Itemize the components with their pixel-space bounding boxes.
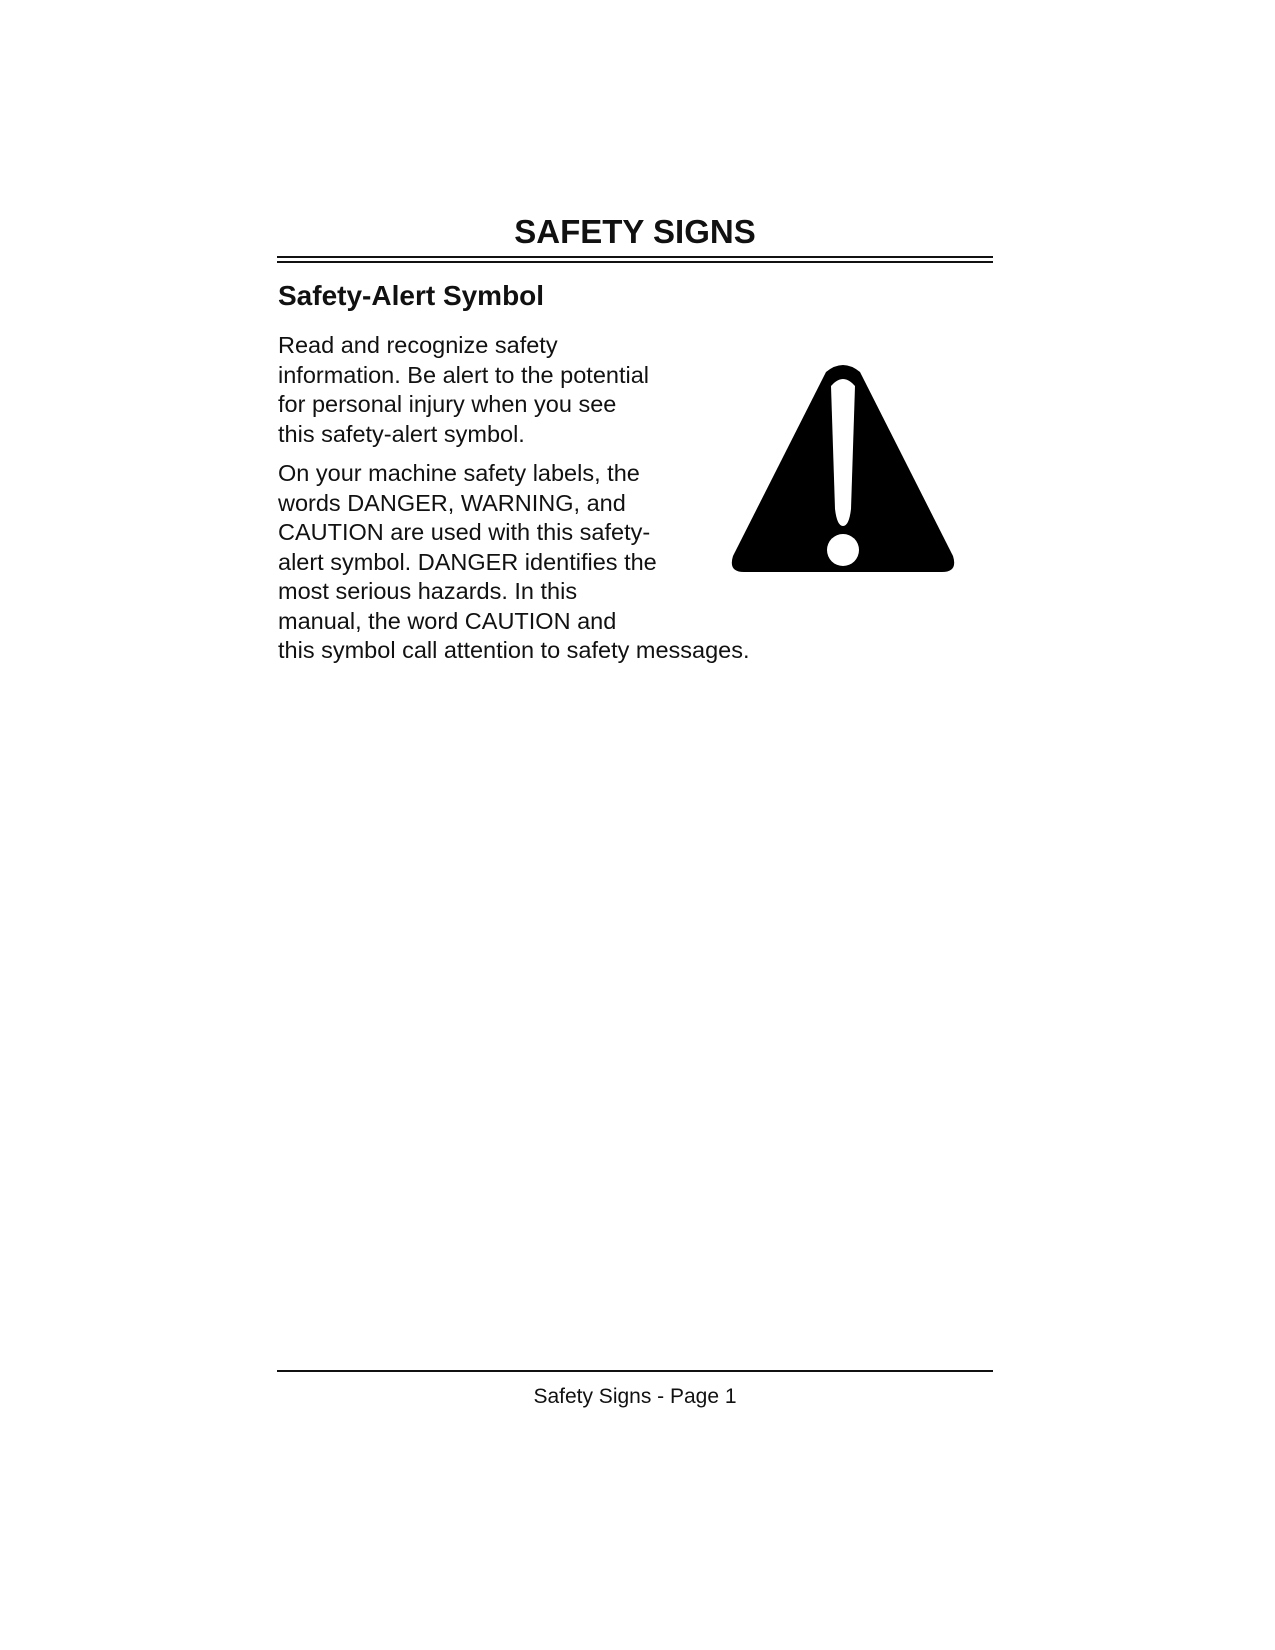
paragraph-2-line: CAUTION are used with this safety- xyxy=(278,519,651,545)
paragraph-1-line: for personal injury when you see xyxy=(278,391,617,417)
paragraph-2-line: alert symbol. DANGER identifies the xyxy=(278,548,657,575)
paragraph-2-line: manual, the word CAUTION and xyxy=(278,607,617,634)
paragraph-2-line: this symbol call attention to safety messages. xyxy=(278,637,750,663)
paragraph-2-line: On your machine safety labels, the xyxy=(278,460,640,486)
safety-alert-triangle-icon xyxy=(728,364,958,574)
paragraph-2-line: words DANGER, WARNING, and xyxy=(278,489,626,516)
paragraph-1-line: Read and recognize safety xyxy=(278,332,558,358)
paragraph-1-line: information. Be alert to the potential xyxy=(278,361,649,388)
paragraph-1 xyxy=(278,331,649,449)
section-heading: Safety-Alert Symbol xyxy=(278,280,545,311)
paragraph-2 xyxy=(278,459,750,666)
paragraph-1-line: this safety-alert symbol. xyxy=(278,420,525,447)
paragraph-2-line: most serious hazards. In this xyxy=(278,578,578,604)
page-title: SAFETY SIGNS xyxy=(514,213,756,250)
footer-page-label: Safety Signs - Page 1 xyxy=(533,1385,737,1408)
title-double-rule xyxy=(277,256,993,263)
footer-rule xyxy=(277,1370,993,1372)
